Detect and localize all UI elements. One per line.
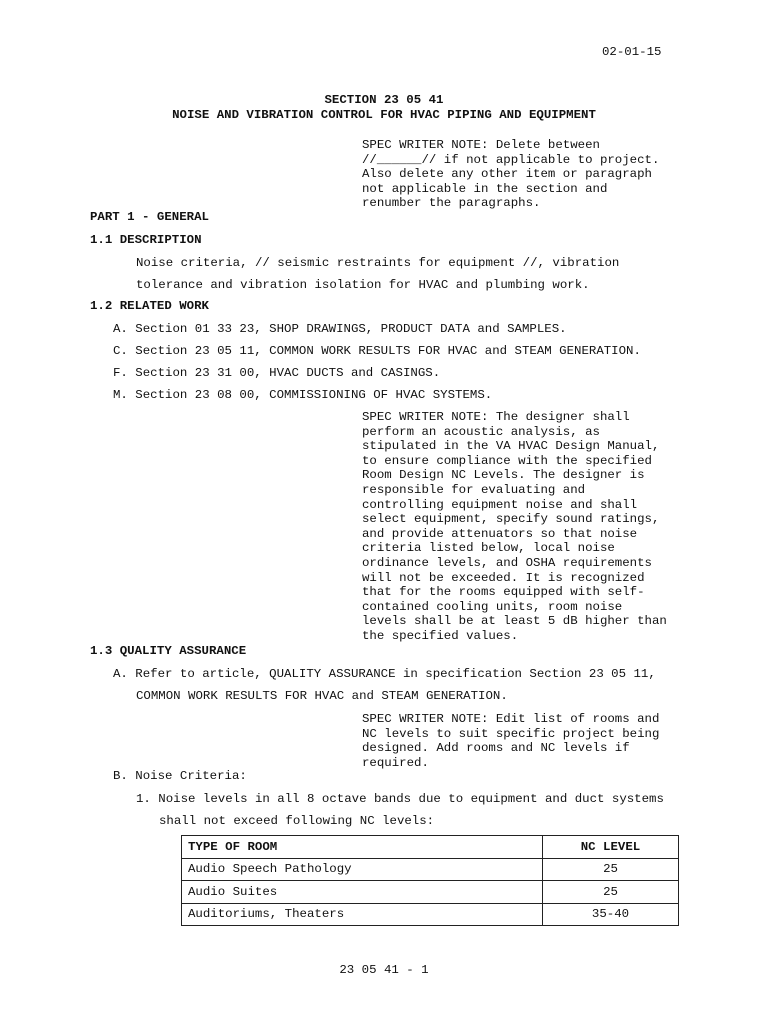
note-line: SPEC WRITER NOTE: Edit list of rooms and [362,712,660,726]
table-row [182,858,679,881]
note-line: SPEC WRITER NOTE: The designer shall [362,410,630,424]
related-work-item-f: F. Section 23 31 00, HVAC DUCTS and CASINGS. [113,366,441,380]
description-text-line-2: tolerance and vibration isolation for HVAC and plumbing work. [136,278,590,292]
noise-criteria-item-1-line-2: shall not exceed following NC levels: [159,814,435,828]
related-work-item-a: A. Section 01 33 23, SHOP DRAWINGS, PRODUCT DATA and SAMPLES. [113,322,567,336]
note-line: NC levels to suit specific project being [362,726,660,741]
note-line: contained cooling units, room noise [362,599,623,614]
table-row [182,881,679,904]
quality-assurance-item-a-line-2: COMMON WORK RESULTS FOR HVAC and STEAM GENERATION. [136,689,508,703]
room-type-cell: Audio Speech Pathology [182,858,543,881]
spec-writer-note-1 [362,138,682,211]
nc-level-table [181,835,679,926]
page-footer: 23 05 41 - 1 [339,963,429,977]
spec-writer-note-2 [362,410,682,644]
description-text-line-1: Noise criteria, // seismic restraints for equipment //, vibration [136,256,620,270]
note-line: designed. Add rooms and NC levels if [362,741,630,756]
section-title: NOISE AND VIBRATION CONTROL FOR HVAC PIPING AND EQUIPMENT [172,108,596,122]
related-work-heading: 1.2 RELATED WORK [90,299,209,313]
noise-criteria-label: B. Noise Criteria: [113,769,247,783]
related-work-item-c: C. Section 23 05 11, COMMON WORK RESULTS FOR HVAC and STEAM GENERATION. [113,344,641,358]
description-heading: 1.1 DESCRIPTION [90,233,202,247]
quality-assurance-item-a-line-1: A. Refer to article, QUALITY ASSURANCE in specification Section 23 05 11, [113,667,656,681]
nc-level-cell: 35-40 [543,903,679,926]
note-line: ordinance levels, and OSHA requirements [362,555,652,570]
note-line: stipulated in the VA HVAC Design Manual, [362,439,660,454]
note-line: select equipment, specify sound ratings, [362,512,660,527]
quality-assurance-heading: 1.3 QUALITY ASSURANCE [90,644,247,658]
note-line: Also delete any other item or paragraph [362,167,652,182]
note-line: renumber the paragraphs. [362,196,541,211]
related-work-item-m: M. Section 23 08 00, COMMISSIONING OF HVAC SYSTEMS. [113,388,493,402]
table-header-row [182,836,679,859]
note-line: Room Design NC Levels. The designer is [362,468,645,483]
note-line: perform an acoustic analysis, as [362,424,600,439]
note-line: responsible for evaluating and [362,482,586,497]
column-header-nc-level: NC LEVEL [543,836,679,859]
part-1-heading: PART 1 - GENERAL [90,210,209,224]
note-line: the specified values. [362,628,519,643]
table-row [182,903,679,926]
note-line: controlling equipment noise and shall [362,497,638,512]
note-line: //______// if not applicable to project. [362,152,660,167]
header-date: 02-01-15 [602,45,662,59]
room-type-cell: Auditoriums, Theaters [182,903,543,926]
note-line: that for the rooms equipped with self- [362,585,645,600]
room-type-cell: Audio Suites [182,881,543,904]
nc-level-cell: 25 [543,858,679,881]
note-line: SPEC WRITER NOTE: Delete between [362,138,600,152]
nc-level-cell: 25 [543,881,679,904]
note-line: to ensure compliance with the specified [362,453,652,468]
note-line: will not be exceeded. It is recognized [362,570,645,585]
note-line: criteria listed below, local noise [362,541,615,556]
note-line: required. [362,755,429,770]
note-line: not applicable in the section and [362,181,608,196]
column-header-room-type: TYPE OF ROOM [182,836,543,859]
section-number: SECTION 23 05 41 [324,93,444,107]
noise-criteria-item-1-line-1: 1. Noise levels in all 8 octave bands due to equipment and duct systems [136,792,664,806]
spec-writer-note-3 [362,712,682,770]
note-line: and provide attenuators so that noise [362,526,638,541]
note-line: levels shall be at least 5 dB higher than [362,614,667,629]
